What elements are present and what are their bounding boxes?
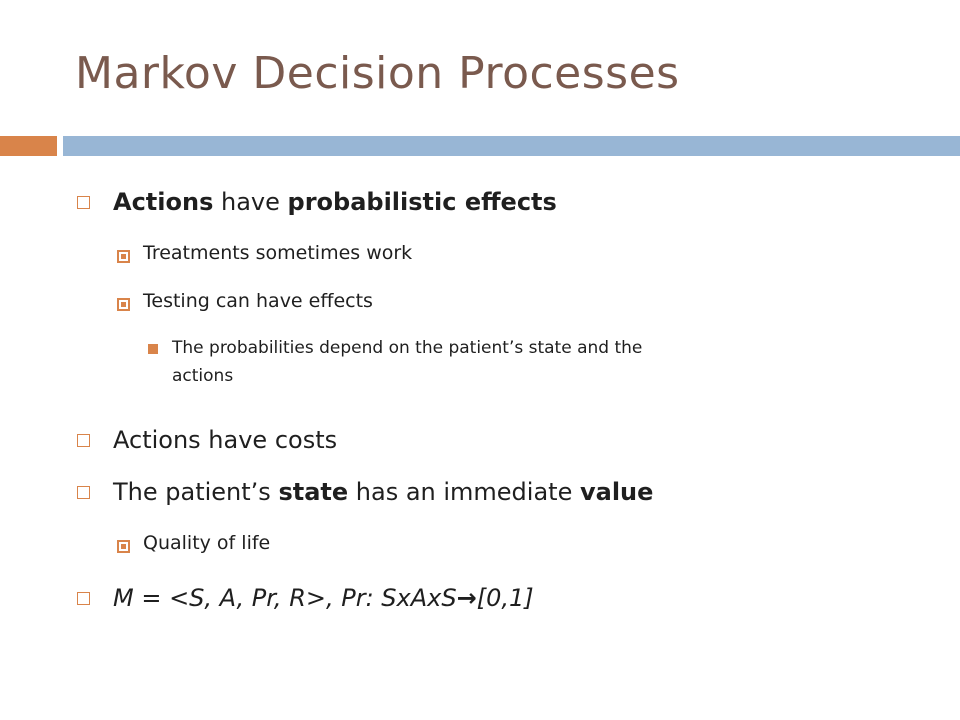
bullet-text: Treatments sometimes work — [143, 242, 413, 264]
bullet-text: Actions have costs — [113, 426, 338, 454]
bullet-text: Actions have probabilistic effects — [113, 188, 557, 216]
mdp-formula: M = <S, A, Pr, R>, Pr: SxAxS→[0,1] — [113, 584, 534, 612]
bullet-text — [172, 334, 642, 390]
hollow-square-bullet-icon — [77, 196, 90, 209]
slide-title: Markov Decision Processes — [75, 48, 680, 99]
bullet-text-line-2: actions — [172, 366, 234, 386]
nested-square-bullet-icon — [117, 250, 130, 263]
nested-square-bullet-icon — [117, 298, 130, 311]
hollow-square-bullet-icon — [77, 486, 90, 499]
nested-square-bullet-icon — [117, 540, 130, 553]
bullet-text: Testing can have effects — [143, 290, 373, 312]
bullet-text-line-1: The probabilities depend on the patient’s state and the — [172, 338, 643, 358]
bullet-text: Quality of life — [143, 532, 271, 554]
right-arrow-icon: → — [456, 584, 477, 612]
hollow-square-bullet-icon — [77, 592, 90, 605]
bullet-text: The patient’s state has an immediate value — [113, 478, 654, 506]
hollow-square-bullet-icon — [77, 434, 90, 447]
filled-square-bullet-icon — [148, 344, 158, 354]
